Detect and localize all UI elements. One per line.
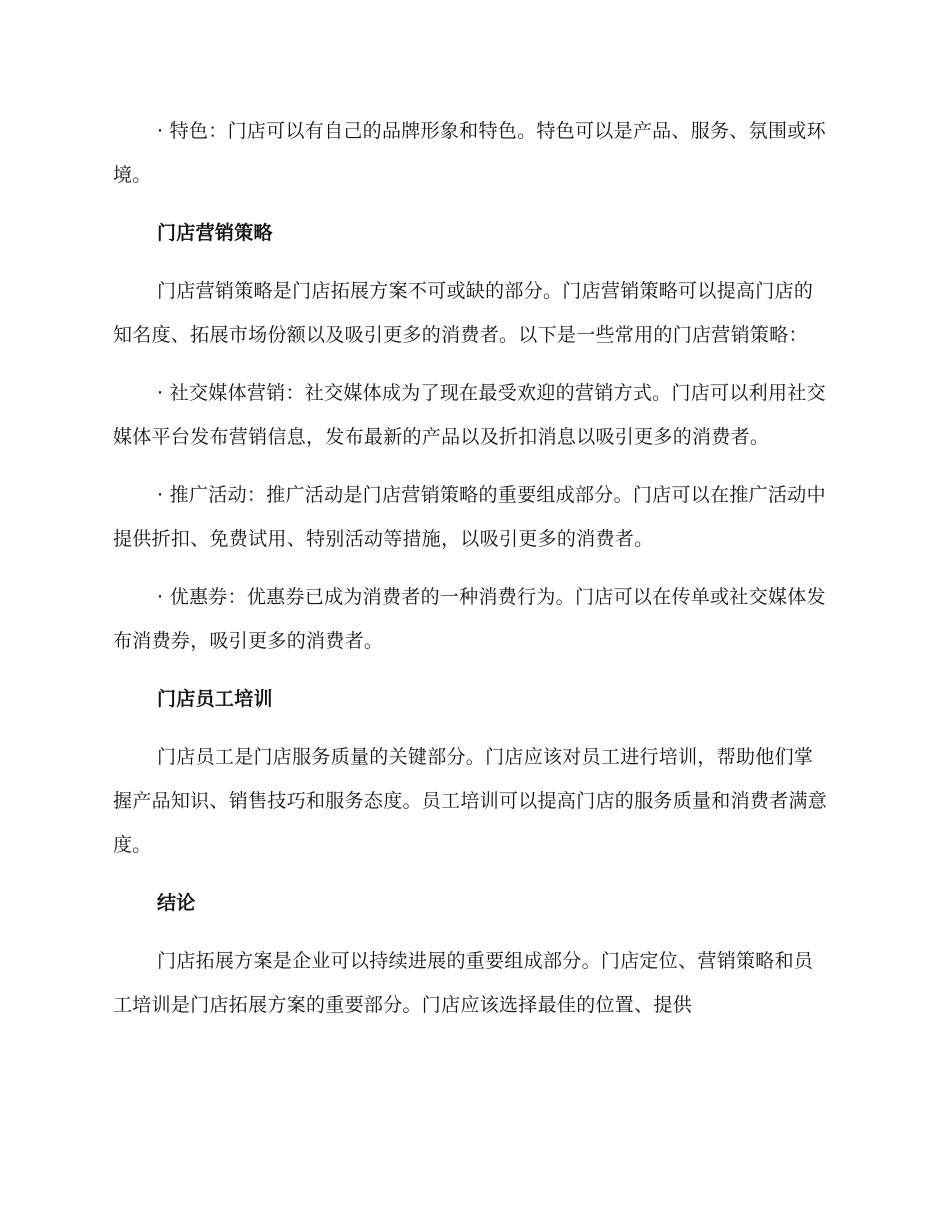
paragraph-feature-bullet: · 特色：门店可以有自己的品牌形象和特色。特色可以是产品、服务、氛围或环境。 <box>113 120 826 186</box>
paragraph-conclusion: 门店拓展方案是企业可以持续进展的重要组成部分。门店定位、营销策略和员工培训是门店拓展方案的重要部分。门店应该选择最佳的位置、提供 <box>113 950 814 1016</box>
paragraph-training: 门店员工是门店服务质量的关键部分。门店应该对员工进行培训，帮助他们掌握产品知识、销售技巧和服务态度。员工培训可以提高门店的服务质量和消费者满意度。 <box>113 746 828 856</box>
paragraph-coupon-bullet: · 优惠券：优惠券已成为消费者的一种消费行为。门店可以在传单或社交媒体发布消费券，吸引更多的消费者。 <box>113 586 826 652</box>
section-heading-training: 门店员工培训 <box>157 688 273 710</box>
document-body <box>113 109 831 1041</box>
paragraph-social-media-bullet: · 社交媒体营销：社交媒体成为了现在最受欢迎的营销方式。门店可以利用社交媒体平台发布营销信息，发布最新的产品以及折扣消息以吸引更多的消费者。 <box>113 382 826 448</box>
section-heading-conclusion: 结论 <box>157 892 196 914</box>
paragraph-marketing-intro: 门店营销策略是门店拓展方案不可或缺的部分。门店营销策略可以提高门店的知名度、拓展市场份额以及吸引更多的消费者。以下是一些常用的门店营销策略： <box>113 280 814 346</box>
section-heading-marketing: 门店营销策略 <box>157 222 273 244</box>
paragraph-promotion-bullet: · 推广活动：推广活动是门店营销策略的重要组成部分。门店可以在推广活动中提供折扣、免费试用、特别活动等措施，以吸引更多的消费者。 <box>113 484 826 550</box>
